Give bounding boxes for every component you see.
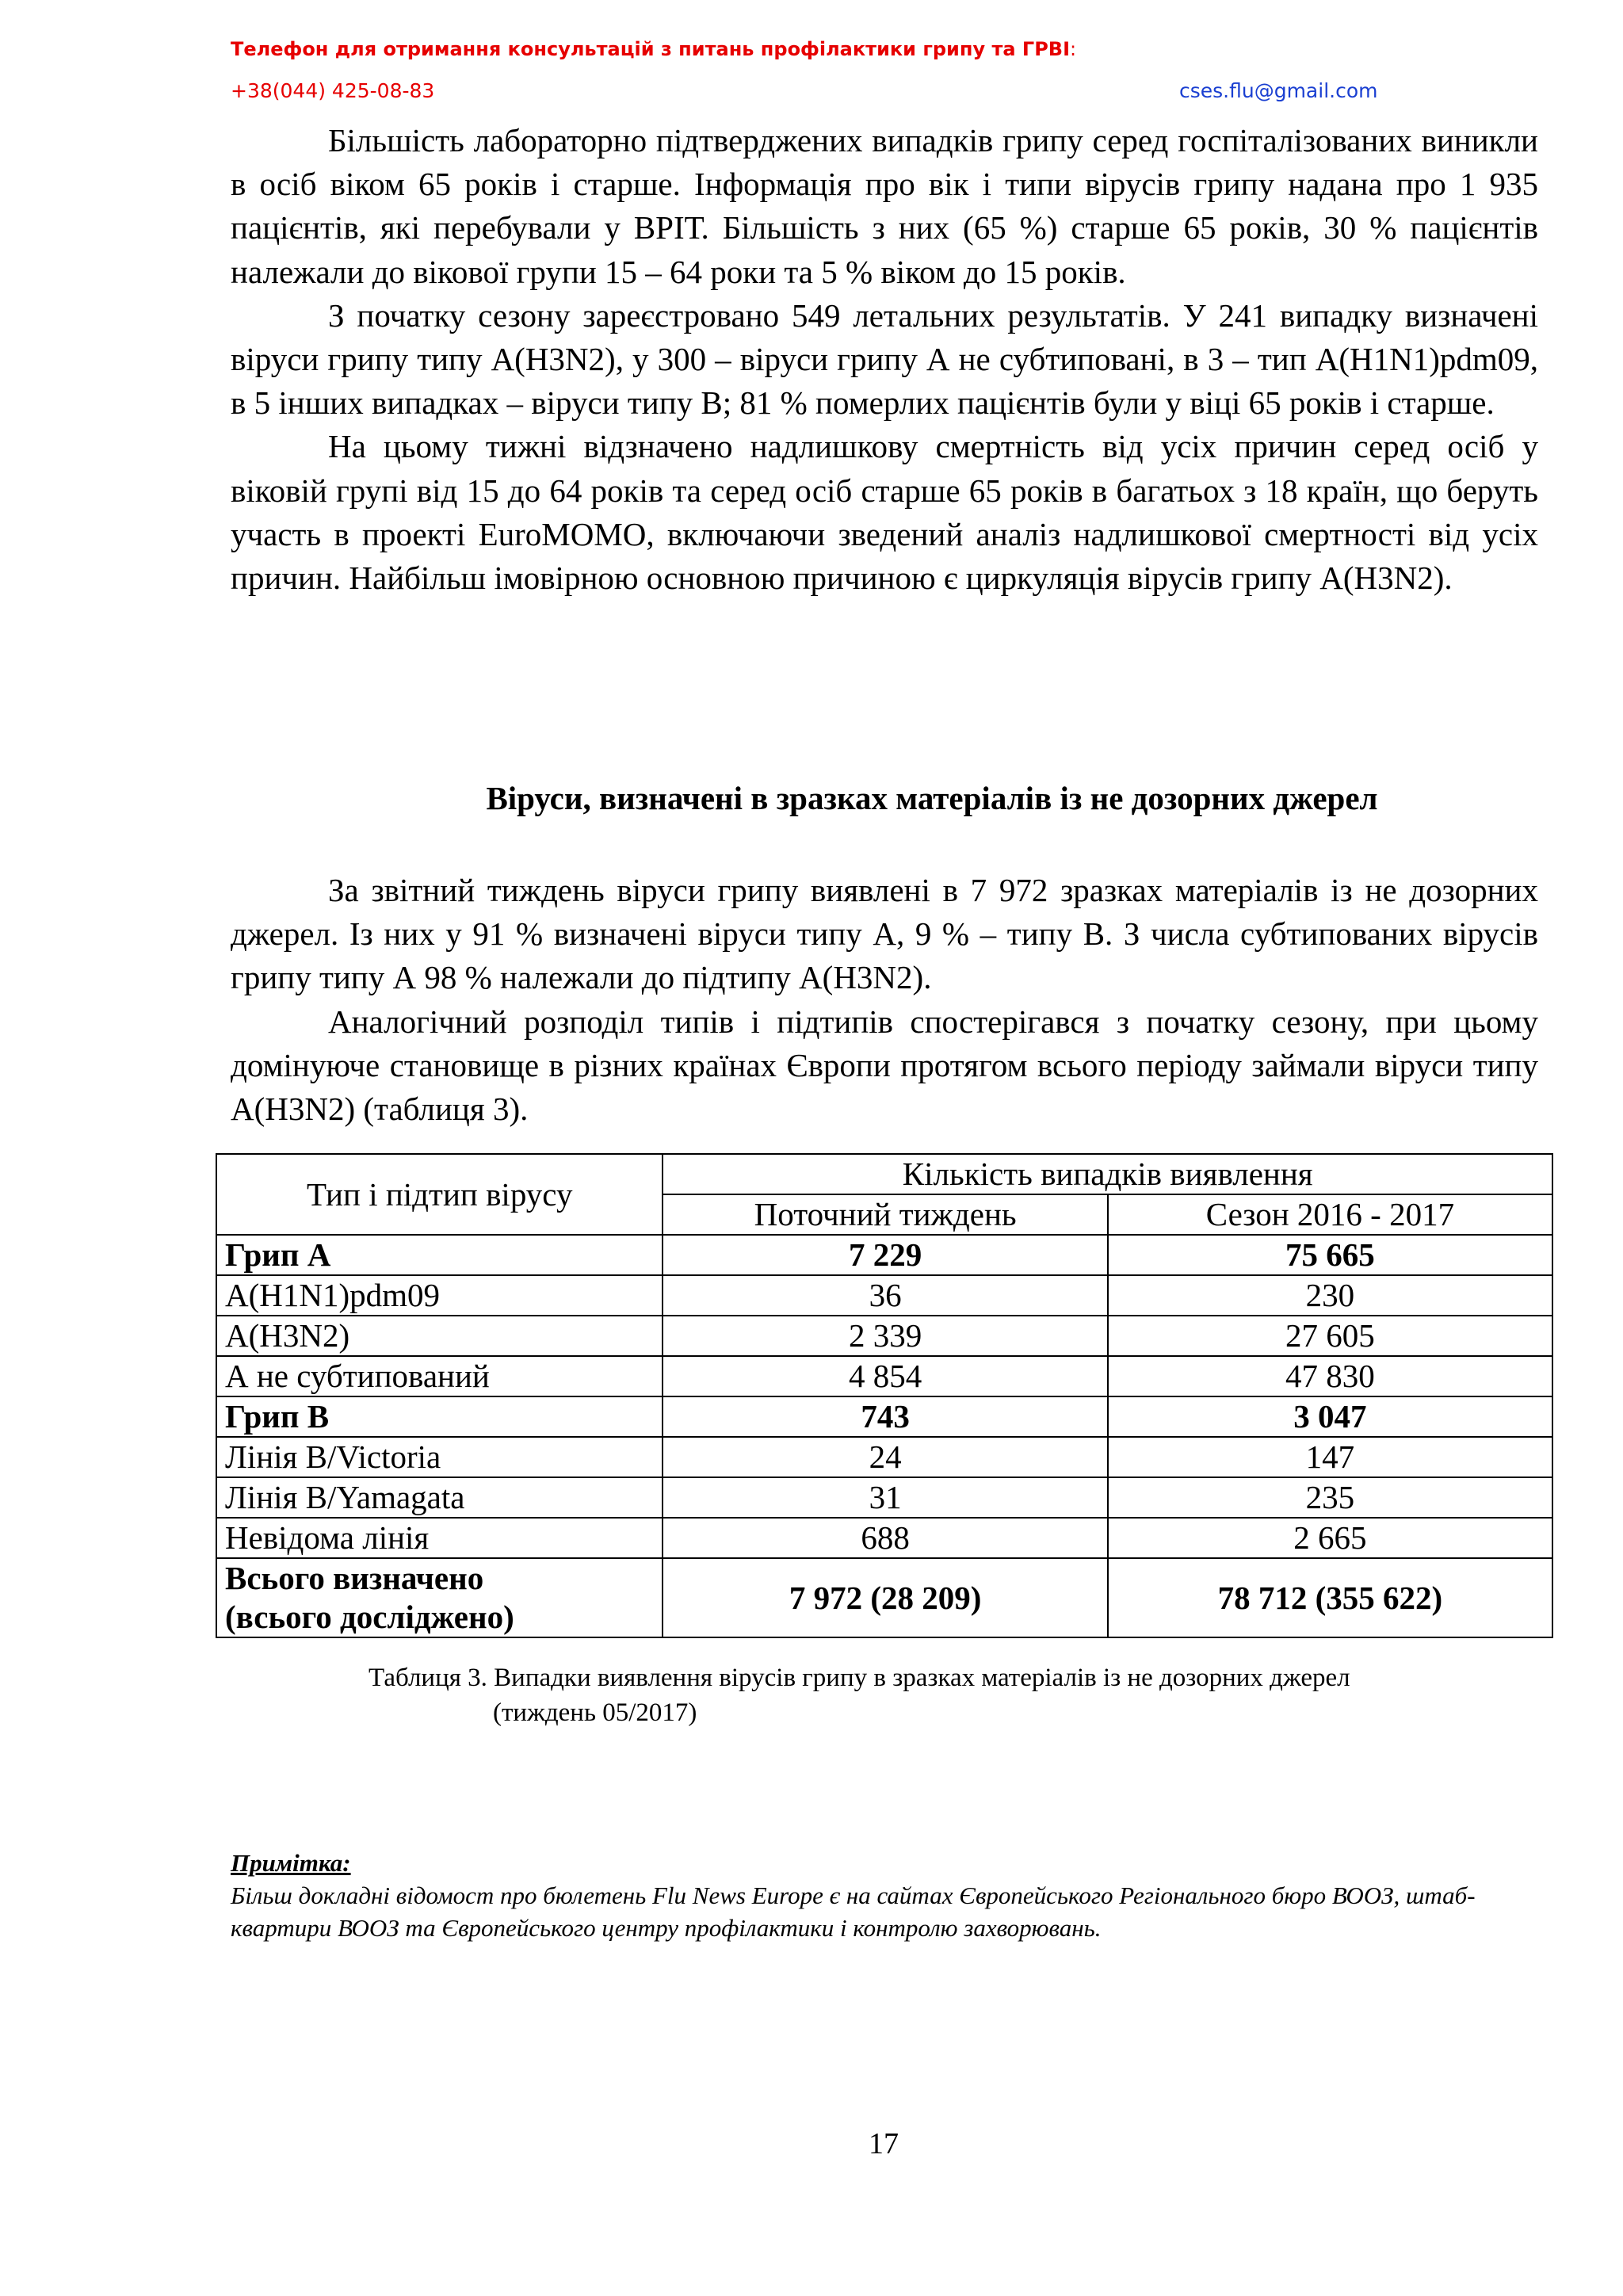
note-block: [231, 1847, 1546, 1944]
row-week-value: 688: [663, 1518, 1107, 1558]
header-hotline-title: [231, 38, 1076, 60]
row-label: А не субтипований: [216, 1356, 663, 1396]
body-text-bottom: [231, 869, 1538, 1131]
header-current-week: Поточний тиждень: [663, 1194, 1107, 1235]
row-week-value: 36: [663, 1275, 1107, 1316]
row-season-value: 27 605: [1108, 1316, 1552, 1356]
header-phone: +38(044) 425-08-83: [231, 79, 435, 102]
caption-line1: Таблиця 3. Випадки виявлення вірусів грипу в зразках матеріалів із не дозорних джерел: [369, 1664, 1350, 1692]
row-label: А(H3N2): [216, 1316, 663, 1356]
paragraph-weekly-viruses: За звітний тиждень віруси грипу виявлені в 7 972 зразках матеріалів із не дозорних джерел. Із них у 91 % визначені віруси типу А, 9 % – типу В. З числа субтипованих вірусів грипу типу А 98 % належали до підтипу А(H3N2).: [231, 872, 1538, 996]
row-season-value: 235: [1108, 1477, 1552, 1518]
row-season-value: 2 665: [1108, 1518, 1552, 1558]
header-detection-count: Кількість випадків виявлення: [663, 1154, 1552, 1194]
total-week: 7 972 (28 209): [663, 1558, 1107, 1637]
header-virus-type: Тип і підтип вірусу: [216, 1154, 663, 1235]
table-row-total: [216, 1558, 1552, 1637]
row-label: Невідома лінія: [216, 1518, 663, 1558]
row-label: А(H1N1)pdm09: [216, 1275, 663, 1316]
total-label-line1: Всього визначено: [225, 1560, 484, 1596]
note-text: Більш докладні відомост про бюлетень Flu News Europe є на сайтах Європейського Регіонального бюро ВООЗ, штаб-квартири ВООЗ та Європейського центру профілактики і контролю захворювань.: [231, 1881, 1476, 1942]
table-row: [216, 1235, 1552, 1275]
header-email[interactable]: cses.flu@gmail.com: [1179, 79, 1378, 102]
table-row: [216, 1477, 1552, 1518]
total-label-line2: (всього досліджено): [225, 1599, 514, 1635]
table-row: [216, 1356, 1552, 1396]
row-label: Грип В: [216, 1396, 663, 1437]
row-season-value: 147: [1108, 1437, 1552, 1477]
row-season-value: 230: [1108, 1275, 1552, 1316]
total-season: 78 712 (355 622): [1108, 1558, 1552, 1637]
row-season-value: 3 047: [1108, 1396, 1552, 1437]
table-row: [216, 1437, 1552, 1477]
body-text-top: [231, 119, 1538, 600]
row-week-value: 2 339: [663, 1316, 1107, 1356]
row-week-value: 743: [663, 1396, 1107, 1437]
table-body: [216, 1235, 1552, 1558]
table-row: [216, 1396, 1552, 1437]
hotline-text: Телефон для отримання консультацій з питань профілактики грипу та ГРВІ: [231, 38, 1071, 60]
table-caption: [369, 1660, 1350, 1730]
table-row: [216, 1518, 1552, 1558]
row-week-value: 24: [663, 1437, 1107, 1477]
total-label: [216, 1558, 663, 1637]
note-title: Примітка:: [231, 1849, 351, 1877]
section-heading: Віруси, визначені в зразках матеріалів із не дозорних джерел: [486, 780, 1378, 816]
row-label: Лінія B/Yamagata: [216, 1477, 663, 1518]
table-row: [216, 1316, 1552, 1356]
table-header-row-1: [216, 1154, 1552, 1194]
paragraph-hospitalized: Більшість лабораторно підтверджених випадків грипу серед госпіталізованих виникли в осіб віком 65 років і старше. Інформація про вік і типи вірусів грипу надана про 1 935 пацієнтів, які перебували у ВРІТ. Більшість з них (65 %) старше 65 років, 30 % пацієнтів належали до вікової групи 15 – 64 роки та 5 % віком до 15 років.: [231, 122, 1538, 290]
caption-line2: (тиждень 05/2017): [493, 1698, 697, 1727]
row-label: Лінія B/Victoria: [216, 1437, 663, 1477]
row-week-value: 31: [663, 1477, 1107, 1518]
row-season-value: 75 665: [1108, 1235, 1552, 1275]
row-week-value: 4 854: [663, 1356, 1107, 1396]
paragraph-season-distribution: Аналогічний розподіл типів і підтипів спостерігався з початку сезону, при цьому домінуюче становище в різних країнах Європи протягом всього періоду займали віруси типу А(H3N2) (таблиця 3).: [231, 1003, 1538, 1128]
hotline-colon: :: [1070, 38, 1077, 60]
virus-detection-table: [216, 1153, 1553, 1638]
table-row: [216, 1275, 1552, 1316]
row-season-value: 47 830: [1108, 1356, 1552, 1396]
header-season: Сезон 2016 - 2017: [1108, 1194, 1552, 1235]
row-week-value: 7 229: [663, 1235, 1107, 1275]
row-label: Грип А: [216, 1235, 663, 1275]
paragraph-excess-mortality: На цьому тижні відзначено надлишкову смертність від усіх причин серед осіб у віковій групі від 15 до 64 років та серед осіб старше 65 років в багатьох з 18 країн, що беруть участь в проекті EuroMOMO, включаючи зведений аналіз надлишкової смертності від усіх причин. Найбільш імовірною основною причиною є циркуляція вірусів грипу А(H3N2).: [231, 428, 1538, 597]
paragraph-fatal-outcomes: З початку сезону зареєстровано 549 летальних результатів. У 241 випадку визначені віруси грипу типу А(H3N2), у 300 – віруси грипу А не субтиповані, в 3 – тип A(H1N1)pdm09, в 5 інших випадках – віруси типу В; 81 % померлих пацієнтів були у віці 65 років і старше.: [231, 296, 1538, 422]
page-number: 17: [869, 2127, 899, 2160]
